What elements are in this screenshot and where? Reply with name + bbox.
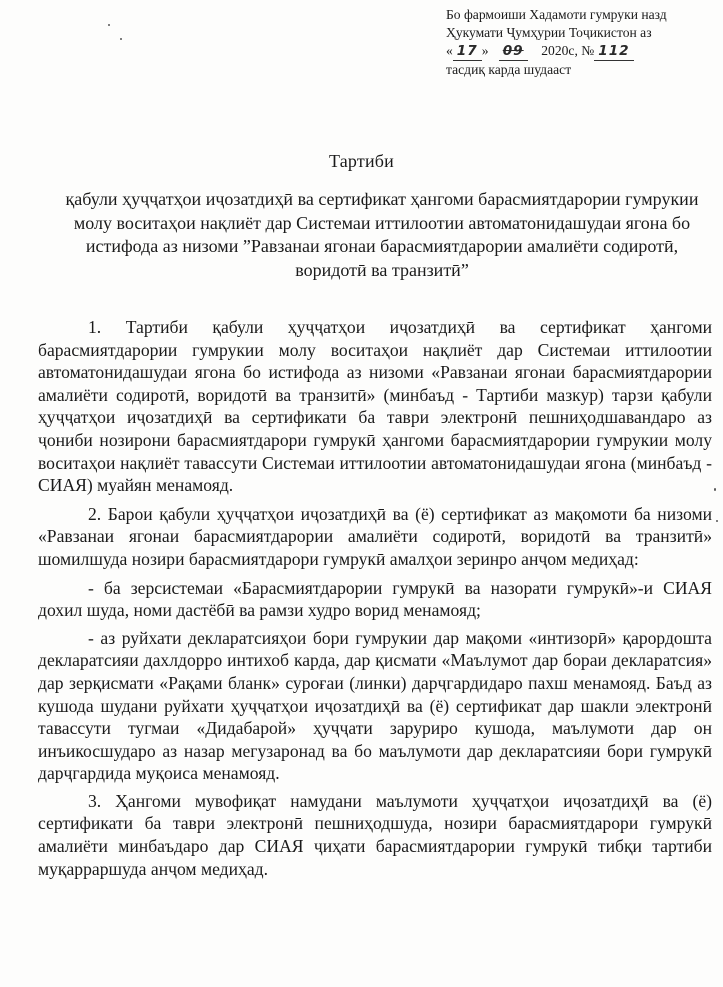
date-open-quote: « [446,43,453,58]
approval-line-4: тасдиқ карда шудааст [446,62,572,77]
paragraph-2: 2. Барои қабули ҳуҷҷатҳои иҷозатдиҳӣ ва (ё) сертификат аз мақомоти ба низоми «Равзанаи ягонаи барасмиятдарории амалиёти содиротӣ, воридотӣ ва транзитӣ» шомилшуда нозири барасмиятдарори гумрукӣ амалҳои зеринро анҷом медиҳад: [38,503,712,569]
date-close-quote: » [481,43,489,58]
handwritten-day: 17 [453,42,482,61]
paragraph-2-item-2: - аз руйхати декларатсияҳои бори гумрукии дар мақоми «интизорӣ» қарордошта декларатсияи дахлдорро интихоб карда, дар қисмати «Маълумот дар бораи декларатсия» дар зерқисмати «Рақами бланк» суроғаи (линки) дарҷгардидаро пахш менамояд. Баъд аз кушода шудани руйхати ҳуҷҷатҳои иҷозатдиҳӣ ва (ё) сертификат дар шакли электронӣ тавассути тугмаи «Дидабарой» ҳуҷҷати заруриро кушода, маълумоти дар он инъикосшударо аз назар мегузаронад ва бо маълумоти дар декларатсияи бори гумрукӣ дарҷгардида муқоиса менамояд. [38,627,712,784]
document-subtitle: қабули ҳуҷҷатҳои иҷозатдиҳӣ ва сертификат ҳангоми барасмиятдарории гумрукии молу воситаҳои нақлиёт дар Системаи иттилоотии автоматонидашудаи ягона бо истифода аз низоми ”Равзанаи ягонаи барасмиятдарории амалиёти содиротӣ, воридотӣ ва транзитӣ” [65,189,699,280]
document-body [38,316,712,886]
paragraph-3: 3. Ҳангоми мувофиқат намудани маълумоти ҳуҷҷатҳои иҷозатдиҳӣ ва (ё) сертификати ба таври электронӣ пешниҳодшуда, нозири барасмиятдарори гумрукӣ амалиёти минбаъдаро дар СИАЯ ҷиҳати барасмиятдарории гумрукӣ тибқи тартиби муқарраршуда анҷом медиҳад. [38,790,712,879]
paragraph-2-item-1: - ба зерсистемаи «Барасмиятдарории гумрукӣ ва назорати гумрукӣ»-и СИАЯ дохил шуда, номи дастёбӣ ва рамзи худро ворид менамояд; [38,577,712,621]
approval-line-1: Бо фармоиши Хадамоти гумруки назд [446,7,667,22]
handwritten-number: 112 [594,42,633,61]
paragraph-1: 1. Тартиби қабули ҳуҷҷатҳои иҷозатдиҳӣ ва сертификат ҳангоми барасмиятдарории гумрукии молу воситаҳои нақлиёт дар Системаи иттилоотии автоматонидашудаи ягона бо истифода аз низоми «Равзанаи ягонаи барасмиятдарории амалиёти содиротӣ, воридотӣ ва транзитӣ» (минбаъд - Тартиби мазкур) тарзи қабули ҳуҷҷатҳои иҷозатдиҳӣ ва сертификати ба таври электронӣ пешниҳодшавандаро аз ҷониби нозирони барасмиятдарори гумрукӣ ҳангоми барасмиятдарории гумрукии молу воситаҳои нақлиёт тавассути Системаи иттилоотии автоматонидашудаи ягона (минбаъд - СИАЯ) муайян менамояд. [38,317,712,496]
scan-speck [108,24,110,26]
scan-speck [714,488,716,491]
approval-date-line [446,42,723,61]
document-title: Тартиби [329,151,394,171]
scan-speck [716,520,718,522]
date-year-number-label: 2020с, № [541,43,595,58]
approval-stamp [446,6,723,79]
approval-line-2: Ҳукумати Ҷумҳурии Тоҷикистон аз [446,25,652,40]
scan-speck [120,38,122,40]
handwritten-month: 09 [499,42,528,61]
